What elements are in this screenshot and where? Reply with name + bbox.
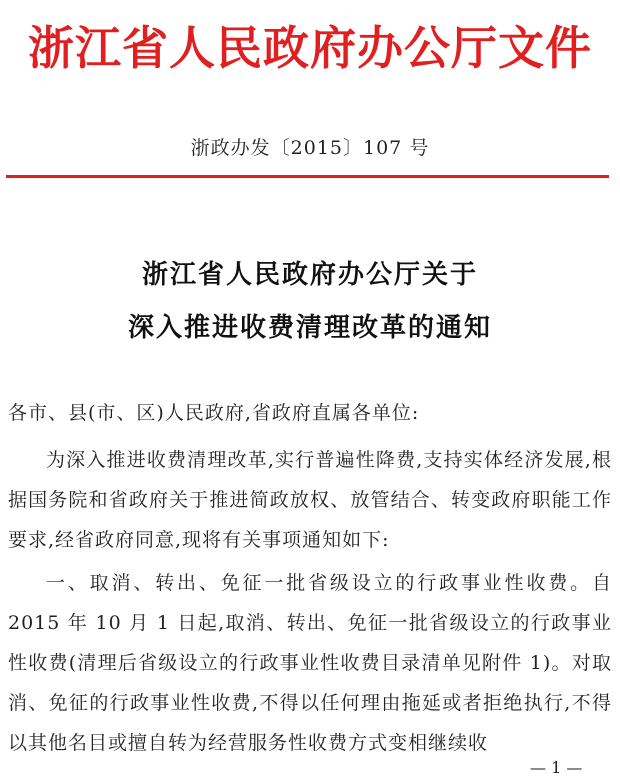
body-paragraph-item-1: 一、取消、转出、免征一批省级设立的行政事业性收费。自 2015 年 10 月 1 日起,取消、转出、免征一批省级设立的行政事业性收费(清理后省级设立的行政事业性收费目录清单见附件 1)。对取消、免征的行政事业性收费,不得以任何理由拖延或者拒绝执行,不得以其他名目或擅自转为经营服务性收费方式变相继续收	[8, 572, 612, 754]
red-separator-line	[6, 175, 609, 178]
document-number: 浙政办发〔2015〕107 号	[190, 137, 430, 159]
page-number: — 1 —	[530, 758, 583, 777]
issuer-masthead: 浙江省人民政府办公厅文件	[28, 21, 592, 75]
document-title-line-1: 浙江省人民政府办公厅关于	[141, 260, 478, 290]
addressee: 各市、县(市、区)人民政府,省政府直属各单位:	[8, 402, 420, 424]
body-paragraph-intro: 为深入推进收费清理改革,实行普遍性降费,支持实体经济发展,根据国务院和省政府关于推进简政放权、放管结合、转变政府职能工作要求,经省政府同意,现将有关事项通知如下:	[8, 449, 612, 551]
document-title-line-2: 深入推进收费清理改革的通知	[127, 313, 492, 343]
